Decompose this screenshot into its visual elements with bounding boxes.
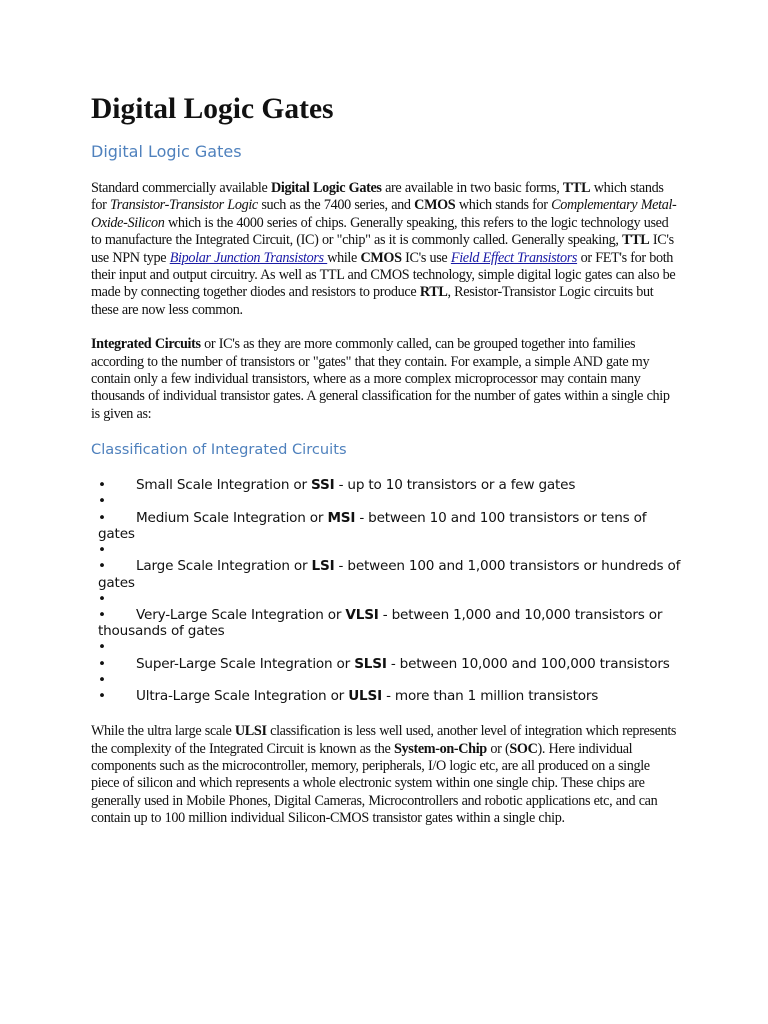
bold-term: MSI: [327, 509, 356, 526]
text-run: - between 10,000 and 100,000 transistors: [386, 655, 670, 672]
bold-term: SOC: [509, 740, 538, 757]
text-run: Super-Large Scale Integration or: [136, 655, 355, 672]
bold-term: Digital Logic Gates: [270, 180, 382, 196]
list-item: [98, 558, 686, 590]
bold-term: SLSI: [354, 655, 387, 672]
bullet-icon: •: [98, 687, 106, 704]
italic-term: Transistor-Transistor Logic: [110, 197, 258, 214]
bold-term: ULSI: [348, 687, 382, 704]
paragraph-ttl-cmos: [91, 180, 681, 319]
text-run: IC's use: [401, 249, 451, 266]
bullet-icon: •: [98, 509, 106, 526]
section-heading-logic-gates: Digital Logic Gates: [91, 142, 242, 161]
text-run: or FET's for both their input and output circuitry. As well as TTL and CMOS technology, simple digital logic gates can also be made by connecting together diodes and resistors to produce: [91, 249, 676, 301]
list-item: [98, 510, 686, 542]
text-run: - more than 1 million transistors: [381, 687, 599, 704]
list-item: [98, 672, 686, 688]
bold-term: ULSI: [234, 723, 267, 740]
text-run: - between 1,000 and 10,000 transistors or thousands of gates: [98, 606, 663, 640]
bullet-icon: •: [98, 493, 106, 510]
text-run: Large Scale Integration or: [136, 558, 312, 575]
text-run: - between 10 and 100 transistors or tens of gates: [98, 509, 647, 542]
list-item: [98, 493, 686, 509]
text-run: while: [327, 249, 361, 266]
list-item: [98, 542, 686, 558]
paragraph-system-on-chip: [91, 723, 681, 827]
list-item: [98, 591, 686, 607]
bullet-icon: •: [98, 542, 106, 559]
bipolar-junction-transistors-link[interactable]: Bipolar Junction Transistors: [169, 249, 328, 266]
classification-list: [98, 477, 686, 704]
bold-term: RTL: [419, 284, 448, 301]
bold-term: TTL: [622, 232, 650, 249]
text-run: classification is less well used, another level of integration which represents the complexity of the Integrated Circuit is known as the: [91, 723, 677, 757]
text-run: or IC's as they are more commonly called, can be grouped together into families according to the number of transistors or "gates" that they contain. For example, a simple AND gate my contain only a few individual transistors, where as a more complex microprocessor may contain many thousands of individual transistor gates. A general classification for the number of gates within a single chip is given as:: [91, 336, 670, 422]
list-item: [98, 688, 686, 704]
text-run: - between 100 and 1,000 transistors or hundreds of gates: [98, 558, 681, 591]
text-run: ). Here individual components such as the microcontroller, memory, peripherals, I/O logic etc, are all produced on a single piece of silicon and which represents a whole electronic system within one single chip. These chips are generally used in Mobile Phones, Digital Cameras, Microcontrollers and robotic applications etc, and can contain up to 100 million individual Silicon-CMOS transistor gates within a single chip.: [91, 740, 658, 827]
page-title: Digital Logic Gates: [91, 93, 334, 125]
bullet-icon: •: [98, 671, 106, 688]
text-run: or (: [486, 740, 510, 757]
text-run: Ultra-Large Scale Integration or: [136, 687, 349, 704]
text-run: are available in two basic forms,: [381, 180, 563, 196]
text-run: which stands for: [91, 180, 664, 214]
bullet-icon: •: [98, 558, 106, 575]
text-run: Very-Large Scale Integration or: [136, 606, 346, 623]
text-run: IC's use NPN type: [91, 232, 674, 266]
text-run: Small Scale Integration or: [136, 477, 312, 494]
list-item: [98, 639, 686, 655]
bullet-icon: •: [98, 590, 106, 607]
italic-term: Complementary Metal-Oxide-Silicon: [91, 197, 677, 231]
text-run: which stands for: [455, 197, 552, 214]
list-item: [98, 477, 686, 493]
bold-term: TTL: [562, 180, 591, 196]
field-effect-transistors-link[interactable]: Field Effect Transistors: [450, 249, 578, 266]
bold-term: System-on-Chip: [393, 740, 487, 757]
text-run: - up to 10 transistors or a few gates: [334, 477, 576, 494]
paragraph-integrated-circuits: [91, 336, 681, 423]
bold-term: CMOS: [414, 197, 456, 214]
text-run: Medium Scale Integration or: [136, 509, 328, 526]
bullet-icon: •: [98, 639, 106, 656]
bold-term: Integrated Circuits: [91, 336, 201, 353]
bold-term: SSI: [311, 477, 335, 494]
bold-term: LSI: [311, 558, 335, 575]
text-run: such as the 7400 series, and: [257, 197, 415, 214]
bullet-icon: •: [98, 477, 106, 494]
bold-term: VLSI: [345, 606, 379, 623]
document-content: [91, 90, 681, 828]
section-heading-classification: Classification of Integrated Circuits: [91, 441, 347, 459]
text-run: , Resistor-Transistor Logic circuits but these are now less common.: [91, 284, 654, 318]
bullet-icon: •: [98, 606, 106, 623]
list-item: [98, 607, 686, 639]
list-item: [98, 656, 686, 672]
text-run: While the ultra large scale: [91, 723, 235, 740]
text-run: which is the 4000 series of chips. Generally speaking, this refers to the logic technology used to manufacture the Integrated Circuit, (IC) or "chip" as it is commonly called. Generally speaking,: [91, 214, 669, 249]
bullet-icon: •: [98, 655, 106, 672]
bold-term: CMOS: [360, 249, 402, 266]
text-run: Standard commercially available: [91, 180, 271, 196]
